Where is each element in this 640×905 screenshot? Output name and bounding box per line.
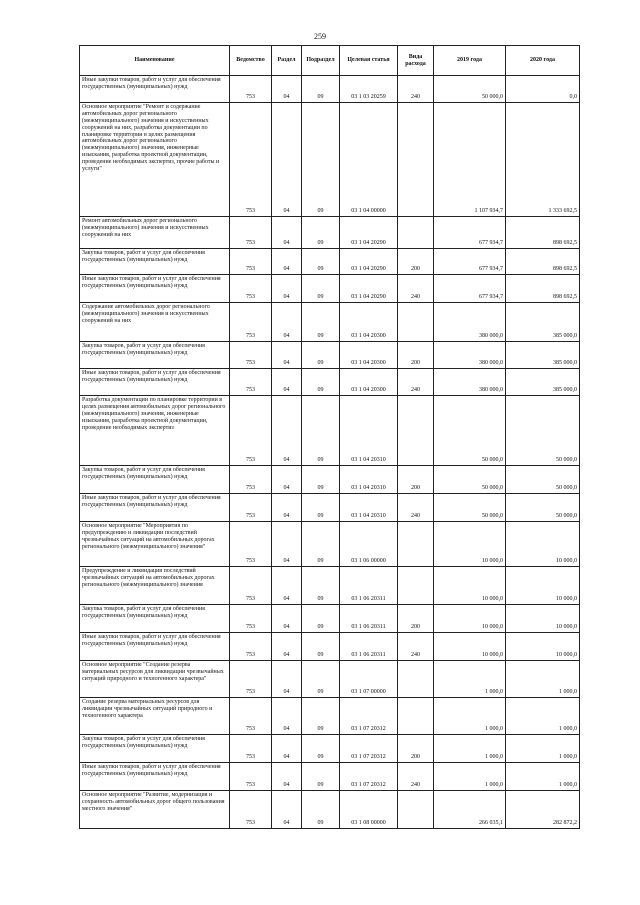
row-expense-type — [398, 661, 434, 698]
row-section: 04 — [272, 735, 302, 763]
row-dept: 753 — [230, 661, 272, 698]
row-section: 04 — [272, 522, 302, 567]
row-subsection: 09 — [302, 303, 340, 342]
row-expense-type: 200 — [398, 735, 434, 763]
header-section: Раздел — [272, 46, 302, 76]
row-amount-2019: 1 000,0 — [434, 661, 506, 698]
row-name: Иные закупки товаров, работ и услуг для обеспечения государственных (муниципальных) нужд — [80, 633, 230, 661]
row-amount-2020: 898 692,5 — [506, 217, 580, 249]
header-2020: 2020 года — [506, 46, 580, 76]
row-name: Основное мероприятие "Мероприятия по предупреждению и ликвидации последствий чрезвычайных ситуаций на автомобильных дорогах регионального (межмуниципального) значения" — [80, 522, 230, 567]
row-dept: 753 — [230, 567, 272, 605]
row-dept: 753 — [230, 633, 272, 661]
row-amount-2020: 10 000,0 — [506, 522, 580, 567]
row-section: 04 — [272, 76, 302, 103]
row-subsection: 09 — [302, 275, 340, 303]
row-name: Закупка товаров, работ и услуг для обеспечения государственных (муниципальных) нужд — [80, 466, 230, 494]
table-row — [80, 396, 580, 466]
row-subsection: 09 — [302, 249, 340, 275]
row-subsection: 09 — [302, 103, 340, 217]
row-expense-type — [398, 217, 434, 249]
row-amount-2020: 385 000,0 — [506, 303, 580, 342]
row-section: 04 — [272, 396, 302, 466]
table-row — [80, 275, 580, 303]
row-dept: 753 — [230, 369, 272, 396]
row-name: Иные закупки товаров, работ и услуг для обеспечения государственных (муниципальных) нужд — [80, 494, 230, 522]
row-target-article: 03 1 04 20310 — [340, 494, 398, 522]
row-dept: 753 — [230, 605, 272, 633]
row-target-article: 03 1 04 20300 — [340, 342, 398, 369]
row-name: Разработка документации по планировке территории в целях размещения автомобильных дорог регионального (межмуниципального) значения, инженерные изыскания, разработка проектной документации, проведение необходимых экспертиз — [80, 396, 230, 466]
table-row — [80, 303, 580, 342]
row-subsection: 09 — [302, 494, 340, 522]
row-name: Создание резерва материальных ресурсов для ликвидации чрезвычайных ситуаций природного и техногенного характера — [80, 698, 230, 735]
row-amount-2020: 1 000,0 — [506, 661, 580, 698]
row-name: Основное мероприятие "Создание резерва материальных ресурсов для ликвидации чрезвычайных ситуаций природного и техногенного характера" — [80, 661, 230, 698]
table-row — [80, 763, 580, 791]
row-amount-2020: 1 000,0 — [506, 698, 580, 735]
row-expense-type — [398, 396, 434, 466]
row-expense-type — [398, 698, 434, 735]
row-amount-2020: 10 000,0 — [506, 605, 580, 633]
row-amount-2019: 10 000,0 — [434, 605, 506, 633]
row-target-article: 03 1 06 20311 — [340, 633, 398, 661]
row-amount-2019: 1 107 934,7 — [434, 103, 506, 217]
row-name: Основное мероприятие "Развитие, модернизация и сохранность автомобильных дорог общего пользования местного значения" — [80, 791, 230, 829]
row-amount-2020: 50 000,0 — [506, 494, 580, 522]
row-subsection: 09 — [302, 217, 340, 249]
row-name: Иные закупки товаров, работ и услуг для обеспечения государственных (муниципальных) нужд — [80, 275, 230, 303]
row-expense-type — [398, 567, 434, 605]
row-amount-2020: 10 000,0 — [506, 567, 580, 605]
table-row — [80, 103, 580, 217]
table-row — [80, 698, 580, 735]
row-name: Предупреждение и ликвидация последствий чрезвычайных ситуаций на автомобильных дорогах регионального (межмуниципального) значения — [80, 567, 230, 605]
row-target-article: 03 1 04 20310 — [340, 466, 398, 494]
row-amount-2020: 50 000,0 — [506, 466, 580, 494]
row-dept: 753 — [230, 494, 272, 522]
row-subsection: 09 — [302, 698, 340, 735]
table-row — [80, 342, 580, 369]
row-target-article: 03 1 06 20311 — [340, 567, 398, 605]
row-target-article: 03 1 06 20311 — [340, 605, 398, 633]
table-row — [80, 217, 580, 249]
row-expense-type: 240 — [398, 494, 434, 522]
row-target-article: 03 1 04 20290 — [340, 217, 398, 249]
row-amount-2020: 50 000,0 — [506, 396, 580, 466]
row-subsection: 09 — [302, 522, 340, 567]
row-subsection: 09 — [302, 763, 340, 791]
header-expense-type: Вида расхода — [398, 46, 434, 76]
row-expense-type: 240 — [398, 76, 434, 103]
row-expense-type: 200 — [398, 249, 434, 275]
header-2019: 2019 года — [434, 46, 506, 76]
row-name: Ремонт автомобильных дорог регионального (межмуниципального) значения и искусственных сооружений на них — [80, 217, 230, 249]
row-subsection: 09 — [302, 567, 340, 605]
row-section: 04 — [272, 466, 302, 494]
row-dept: 753 — [230, 763, 272, 791]
row-target-article: 03 1 04 00000 — [340, 103, 398, 217]
row-amount-2019: 1 000,0 — [434, 698, 506, 735]
page-number: 259 — [314, 32, 326, 41]
row-subsection: 09 — [302, 76, 340, 103]
row-expense-type — [398, 103, 434, 217]
row-target-article: 03 1 07 20312 — [340, 735, 398, 763]
row-dept: 753 — [230, 342, 272, 369]
row-section: 04 — [272, 275, 302, 303]
table-row — [80, 522, 580, 567]
row-amount-2019: 50 000,0 — [434, 76, 506, 103]
row-target-article: 03 1 04 20310 — [340, 396, 398, 466]
row-expense-type: 200 — [398, 605, 434, 633]
row-section: 04 — [272, 698, 302, 735]
row-amount-2019: 50 000,0 — [434, 466, 506, 494]
row-amount-2019: 677 934,7 — [434, 249, 506, 275]
row-amount-2019: 266 035,1 — [434, 791, 506, 829]
row-section: 04 — [272, 342, 302, 369]
row-target-article: 03 1 06 00000 — [340, 522, 398, 567]
row-amount-2019: 1 000,0 — [434, 763, 506, 791]
row-subsection: 09 — [302, 605, 340, 633]
row-name: Закупка товаров, работ и услуг для обеспечения государственных (муниципальных) нужд — [80, 735, 230, 763]
row-amount-2020: 1 000,0 — [506, 763, 580, 791]
row-name: Содержание автомобильных дорог регионального (межмуниципального) значения и искусственных сооружений на них — [80, 303, 230, 342]
row-amount-2020: 0,0 — [506, 76, 580, 103]
row-section: 04 — [272, 249, 302, 275]
header-subsection: Подраздел — [302, 46, 340, 76]
row-expense-type: 200 — [398, 342, 434, 369]
row-section: 04 — [272, 763, 302, 791]
row-expense-type — [398, 791, 434, 829]
row-section: 04 — [272, 605, 302, 633]
header-target-article: Целевая статья — [340, 46, 398, 76]
row-section: 04 — [272, 494, 302, 522]
table-row — [80, 494, 580, 522]
row-section: 04 — [272, 633, 302, 661]
row-target-article: 03 1 04 20290 — [340, 249, 398, 275]
row-dept: 753 — [230, 103, 272, 217]
row-amount-2020: 282 872,2 — [506, 791, 580, 829]
row-amount-2019: 677 934,7 — [434, 217, 506, 249]
row-section: 04 — [272, 661, 302, 698]
row-amount-2019: 677 934,7 — [434, 275, 506, 303]
row-amount-2020: 10 000,0 — [506, 633, 580, 661]
row-dept: 753 — [230, 396, 272, 466]
row-amount-2020: 898 692,5 — [506, 275, 580, 303]
table-row — [80, 633, 580, 661]
table-row — [80, 249, 580, 275]
row-target-article: 03 1 03 20259 — [340, 76, 398, 103]
row-dept: 753 — [230, 249, 272, 275]
table-row — [80, 369, 580, 396]
row-section: 04 — [272, 303, 302, 342]
row-amount-2019: 380 000,0 — [434, 342, 506, 369]
row-section: 04 — [272, 103, 302, 217]
header-row — [80, 46, 580, 76]
row-dept: 753 — [230, 275, 272, 303]
row-amount-2019: 380 000,0 — [434, 303, 506, 342]
row-amount-2020: 1 333 692,5 — [506, 103, 580, 217]
row-dept: 753 — [230, 698, 272, 735]
row-name: Основное мероприятие "Ремонт и содержание автомобильных дорог регионального (межмуниципального) значения и искусственных сооружений на них, разработка документации по планировке территории в целях размещения автомобильных дорог регионального (межмуниципального) значения, инженерные изыскания, разработка проектной документации, проведение необходимых экспертиз, прочие работы и услуги" — [80, 103, 230, 217]
row-amount-2019: 380 000,0 — [434, 369, 506, 396]
row-dept: 753 — [230, 735, 272, 763]
row-subsection: 09 — [302, 342, 340, 369]
row-target-article: 03 1 04 20300 — [340, 303, 398, 342]
row-target-article: 03 1 07 20312 — [340, 698, 398, 735]
row-expense-type — [398, 522, 434, 567]
table-row — [80, 791, 580, 829]
budget-table — [79, 45, 580, 829]
row-target-article: 03 1 07 00000 — [340, 661, 398, 698]
row-subsection: 09 — [302, 661, 340, 698]
row-name: Закупка товаров, работ и услуг для обеспечения государственных (муниципальных) нужд — [80, 605, 230, 633]
table-row — [80, 76, 580, 103]
row-name: Закупка товаров, работ и услуг для обеспечения государственных (муниципальных) нужд — [80, 342, 230, 369]
row-amount-2019: 10 000,0 — [434, 522, 506, 567]
row-target-article: 03 1 08 00000 — [340, 791, 398, 829]
row-subsection: 09 — [302, 396, 340, 466]
header-dept: Ведомство — [230, 46, 272, 76]
table-row — [80, 605, 580, 633]
row-amount-2019: 1 000,0 — [434, 735, 506, 763]
row-dept: 753 — [230, 303, 272, 342]
row-name: Иные закупки товаров, работ и услуг для обеспечения государственных (муниципальных) нужд — [80, 76, 230, 103]
row-target-article: 03 1 04 20290 — [340, 275, 398, 303]
row-target-article: 03 1 07 20312 — [340, 763, 398, 791]
row-dept: 753 — [230, 217, 272, 249]
row-section: 04 — [272, 791, 302, 829]
row-name: Закупка товаров, работ и услуг для обеспечения государственных (муниципальных) нужд — [80, 249, 230, 275]
row-dept: 753 — [230, 791, 272, 829]
row-amount-2020: 385 000,0 — [506, 342, 580, 369]
row-subsection: 09 — [302, 466, 340, 494]
row-amount-2019: 50 000,0 — [434, 396, 506, 466]
table-row — [80, 661, 580, 698]
row-subsection: 09 — [302, 791, 340, 829]
row-section: 04 — [272, 217, 302, 249]
row-dept: 753 — [230, 466, 272, 494]
row-amount-2020: 385 000,0 — [506, 369, 580, 396]
row-expense-type: 240 — [398, 763, 434, 791]
row-target-article: 03 1 04 20300 — [340, 369, 398, 396]
row-expense-type: 240 — [398, 369, 434, 396]
row-name: Иные закупки товаров, работ и услуг для обеспечения государственных (муниципальных) нужд — [80, 369, 230, 396]
row-subsection: 09 — [302, 633, 340, 661]
table-row — [80, 466, 580, 494]
row-amount-2019: 10 000,0 — [434, 633, 506, 661]
header-name: Наименование — [80, 46, 230, 76]
row-subsection: 09 — [302, 735, 340, 763]
row-dept: 753 — [230, 522, 272, 567]
row-amount-2020: 1 000,0 — [506, 735, 580, 763]
row-amount-2019: 10 000,0 — [434, 567, 506, 605]
row-section: 04 — [272, 567, 302, 605]
row-section: 04 — [272, 369, 302, 396]
row-dept: 753 — [230, 76, 272, 103]
row-expense-type — [398, 303, 434, 342]
row-expense-type: 240 — [398, 633, 434, 661]
row-name: Иные закупки товаров, работ и услуг для обеспечения государственных (муниципальных) нужд — [80, 763, 230, 791]
row-expense-type: 240 — [398, 275, 434, 303]
row-subsection: 09 — [302, 369, 340, 396]
row-expense-type: 200 — [398, 466, 434, 494]
row-amount-2019: 50 000,0 — [434, 494, 506, 522]
row-amount-2020: 898 692,5 — [506, 249, 580, 275]
table-row — [80, 567, 580, 605]
table-row — [80, 735, 580, 763]
